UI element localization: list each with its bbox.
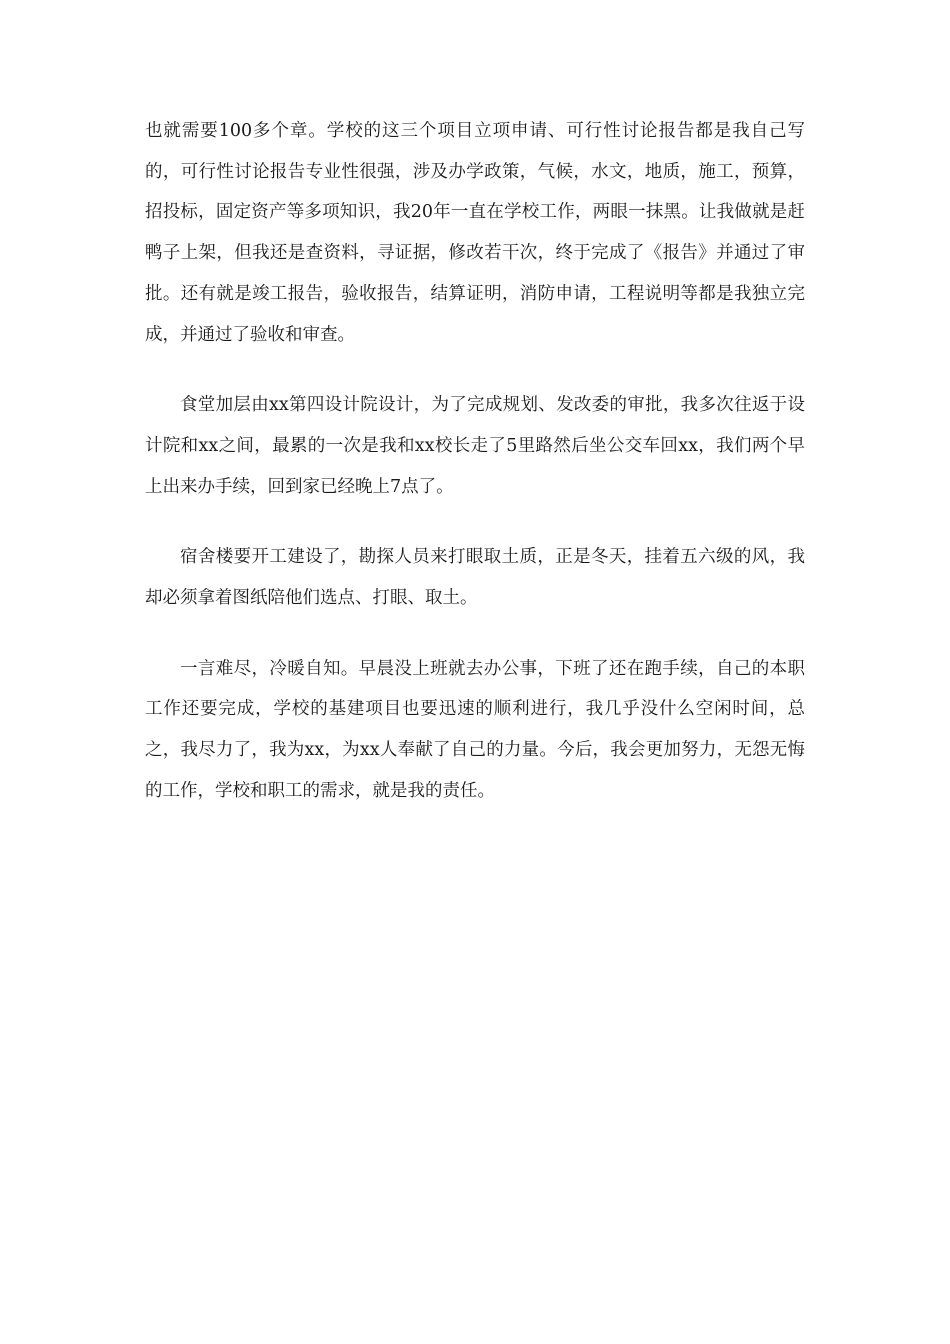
- document-body: [145, 111, 805, 812]
- paragraph-2: 食堂加层由xx第四设计院设计，为了完成规划、发改委的审批，我多次往返于设计院和xx之间，最累的一次是我和xx校长走了5里路然后坐公交车回xx，我们两个早上出来办手续，回到家已经晚上7点了。: [145, 395, 805, 497]
- paragraph-3: 宿舍楼要开工建设了，勘探人员来打眼取土质，正是冬天，挂着五六级的风，我却必须拿着图纸陪他们选点、打眼、取土。: [145, 547, 805, 609]
- paragraph-4: 一言难尽，冷暖自知。早晨没上班就去办公事，下班了还在跑手续，自己的本职工作还要完成，学校的基建项目也要迅速的顺利进行，我几乎没什么空闲时间，总之，我尽力了，我为xx，为xx人奉献了自己的力量。今后，我会更加努力，无怨无悔的工作，学校和职工的需求，就是我的责任。: [145, 658, 805, 801]
- paragraph-1: 也就需要100多个章。学校的这三个项目立项申请、可行性讨论报告都是我自己写的，可行性讨论报告专业性很强，涉及办学政策，气候，水文，地质，施工，预算，招投标，固定资产等多项知识，我20年一直在学校工作，两眼一抹黑。让我做就是赶鸭子上架，但我还是查资料，寻证据，修改若干次，终于完成了《报告》并通过了审批。还有就是竣工报告，验收报告，结算证明，消防申请，工程说明等都是我独立完成，并通过了验收和审查。: [145, 121, 805, 345]
